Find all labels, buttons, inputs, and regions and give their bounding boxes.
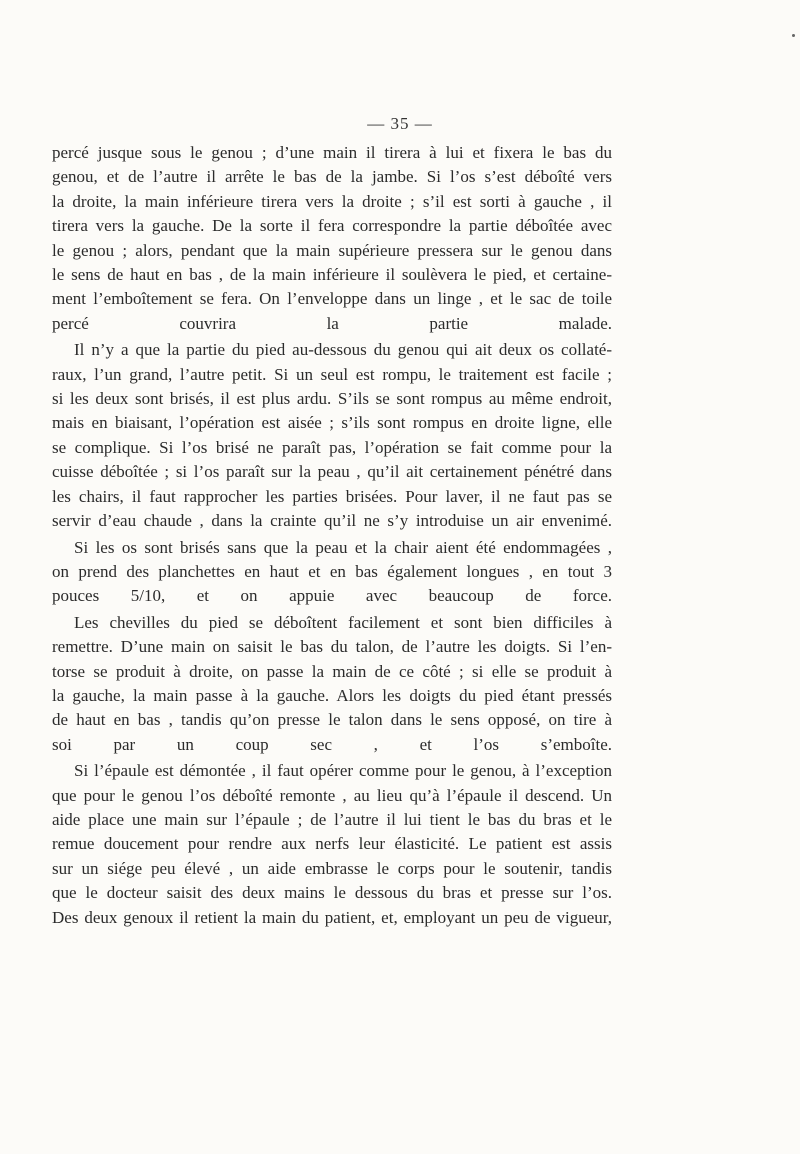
paragraph-1 (52, 141, 612, 336)
text-line: Si l’épaule est démontée , il faut opérer comme pour le genou, à l’exception (74, 761, 612, 781)
body-text (52, 141, 612, 930)
text-line: remettre. D’une main on saisit le bas du talon, de l’autre les doigts. Si l’en- (52, 637, 612, 657)
text-line: de haut en bas , tandis qu’on presse le talon dans le sens opposé, on tire à (52, 710, 612, 730)
text-line: percé couvrira la partie malade. (52, 313, 612, 333)
page-number: — 35 — (367, 114, 433, 133)
text-line: Si les os sont brisés sans que la peau et la chair aient été endommagées , (74, 537, 612, 557)
text-line: mais en biaisant, l’opération est aisée ; s’ils sont rompus en droite ligne, elle (52, 413, 612, 433)
text-line: cuisse déboîtée ; si l’os paraît sur la peau , qu’il ait certainement pénétré dans (52, 462, 612, 482)
text-line: raux, l’un grand, l’autre petit. Si un seul est rompu, le traitement est facile ; (52, 364, 612, 384)
text-line: les chairs, il faut rapprocher les parties brisées. Pour laver, il ne faut pas se (52, 486, 612, 506)
paragraph-4 (52, 611, 612, 757)
text-line: tirera vers la gauche. De la sorte il fera correspondre la partie déboîtée avec (52, 216, 612, 236)
paper-speck (792, 34, 795, 37)
text-line: que pour le genou l’os déboîté remonte , au lieu qu’à l’épaule il descend. Un (52, 785, 612, 805)
text-line: on prend des planchettes en haut et en bas également longues , en tout 3 (52, 561, 612, 581)
text-line: sur un siége peu élevé , un aide embrasse le corps pour le soutenir, tandis (52, 858, 612, 878)
text-line: remue doucement pour rendre aux nerfs leur élasticité. Le patient est assis (52, 834, 612, 854)
text-line: Des deux genoux il retient la main du patient, et, employant un peu de vigueur, (52, 907, 612, 927)
text-line: la gauche, la main passe à la gauche. Alors les doigts du pied étant pressés (52, 685, 612, 705)
text-line: le genou ; alors, pendant que la main supérieure pressera sur le genou dans (52, 240, 612, 260)
text-line: torse se produit à droite, on passe la main de ce côté ; si elle se produit à (52, 661, 612, 681)
paragraph-5 (52, 759, 612, 930)
text-line: le sens de haut en bas , de la main inférieure il soulèvera le pied, et certaine- (52, 265, 612, 285)
text-line: Il n’y a que la partie du pied au-dessous du genou qui ait deux os collaté- (74, 340, 612, 360)
text-line: pouces 5/10, et on appuie avec beaucoup de force. (52, 586, 612, 606)
text-line: aide place une main sur l’épaule ; de l’autre il lui tient le bas du bras et le (52, 809, 612, 829)
paragraph-3 (52, 536, 612, 609)
paragraph-2 (52, 338, 612, 533)
text-line: la droite, la main inférieure tirera vers la droite ; s’il est sorti à gauche , il (52, 191, 612, 211)
text-line: soi par un coup sec , et l’os s’emboîte. (52, 734, 612, 754)
text-line: servir d’eau chaude , dans la crainte qu’il ne s’y introduise un air envenimé. (52, 511, 612, 531)
text-line: que le docteur saisit des deux mains le dessous du bras et presse sur l’os. (52, 883, 612, 903)
text-line: ment l’emboîtement se fera. On l’enveloppe dans un linge , et le sac de toile (52, 289, 612, 309)
text-line: se complique. Si l’os brisé ne paraît pas, l’opération se fait comme pour la (52, 437, 612, 457)
text-line: si les deux sont brisés, il est plus ardu. S’ils se sont rompus au même endroit, (52, 389, 612, 409)
text-line: percé jusque sous le genou ; d’une main il tirera à lui et fixera le bas du (52, 143, 612, 162)
text-line: genou, et de l’autre il arrête le bas de la jambe. Si l’os s’est déboîté vers (52, 167, 612, 187)
text-line: Les chevilles du pied se déboîtent facilement et sont bien difficiles à (74, 612, 612, 632)
